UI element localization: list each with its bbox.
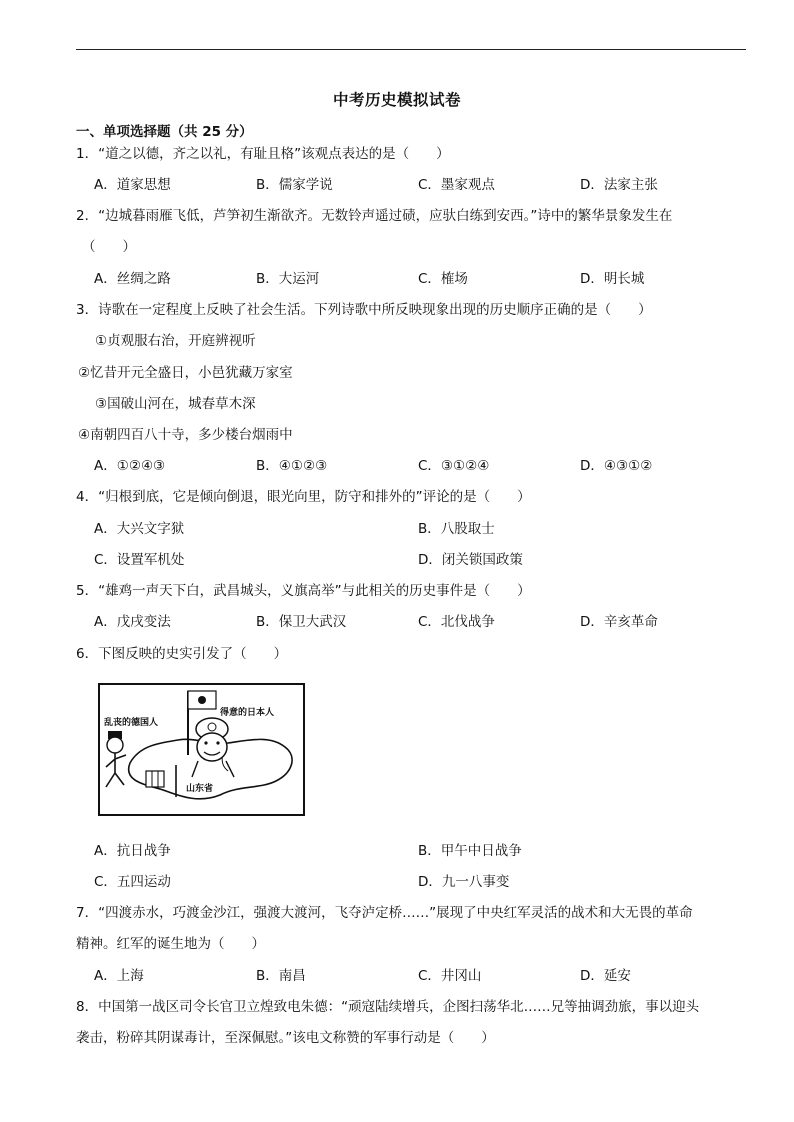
question-2-stem-cont: （ ）: [82, 239, 136, 255]
cartoon-label-shandong: 山东省: [186, 784, 214, 794]
q4-option-c[interactable]: C．设置军机处: [94, 552, 185, 568]
q5-option-d[interactable]: D．辛亥革命: [580, 614, 658, 630]
q3-option-b[interactable]: B．④①②③: [256, 458, 328, 474]
shandong-cartoon-image: [98, 683, 305, 816]
q7-option-a[interactable]: A．上海: [94, 968, 144, 984]
question-8-stem-cont: 袭击，粉碎其阴谋毒计，至深佩慰。”该电文称赞的军事行动是（ ）: [76, 1030, 495, 1046]
q1-option-c[interactable]: C．墨家观点: [418, 177, 495, 193]
q4-option-b[interactable]: B．八股取士: [418, 521, 495, 537]
question-1-stem: 1．“道之以德，齐之以礼，有耻且格”该观点表达的是（ ）: [76, 146, 450, 162]
question-7-stem: 7．“四渡赤水，巧渡金沙江，强渡大渡河，飞夺泸定桥……”展现了中央红军灵活的战术和大无畏的革命: [76, 905, 693, 921]
q1-option-b[interactable]: B．儒家学说: [256, 177, 333, 193]
q4-option-a[interactable]: A．大兴文字狱: [94, 521, 185, 537]
q7-option-b[interactable]: B．南昌: [256, 968, 306, 984]
question-8-stem: 8．中国第一战区司令长官卫立煌致电朱德：“顽寇陆续增兵，企图扫荡华北……兄等抽调劲旅，事以迎头: [76, 999, 700, 1015]
q3-item-1: ①贞观服右治，开庭辨视听: [95, 333, 256, 349]
header-rule: [76, 49, 746, 50]
question-6-stem: 6．下图反映的史实引发了（ ）: [76, 646, 288, 662]
q2-option-c[interactable]: C．榷场: [418, 271, 468, 287]
q6-option-b[interactable]: B．甲午中日战争: [418, 843, 522, 859]
q3-item-3: ③国破山河在，城春草木深: [95, 396, 256, 412]
q3-item-4: ④南朝四百八十寺，多少楼台烟雨中: [78, 427, 293, 443]
q3-option-c[interactable]: C．③①②④: [418, 458, 490, 474]
q6-option-d[interactable]: D．九一八事变: [418, 874, 510, 890]
q6-option-a[interactable]: A．抗日战争: [94, 843, 171, 859]
q1-option-a[interactable]: A．道家思想: [94, 177, 171, 193]
q2-option-b[interactable]: B．大运河: [256, 271, 320, 287]
q6-option-c[interactable]: C．五四运动: [94, 874, 171, 890]
q5-option-a[interactable]: A．戊戌变法: [94, 614, 171, 630]
section-heading: 一、单项选择题（共 25 分）: [76, 124, 253, 140]
question-7-stem-cont: 精神。红军的诞生地为（ ）: [76, 936, 265, 952]
q7-option-c[interactable]: C．井冈山: [418, 968, 482, 984]
cartoon-label-german: 乱丧的德国人: [104, 718, 159, 728]
question-2-stem: 2．“边城暮雨雁飞低，芦笋初生渐欲齐。无数铃声遥过碛，应驮白练到安西。”诗中的繁华景象发生在: [76, 208, 673, 224]
q1-option-d[interactable]: D．法家主张: [580, 177, 658, 193]
q2-option-a[interactable]: A．丝绸之路: [94, 271, 171, 287]
q4-option-d[interactable]: D．闭关锁国政策: [418, 552, 523, 568]
question-5-stem: 5．“雄鸡一声天下白，武昌城头，义旗高举”与此相关的历史事件是（ ）: [76, 583, 531, 599]
q5-option-c[interactable]: C．北伐战争: [418, 614, 495, 630]
q5-option-b[interactable]: B．保卫大武汉: [256, 614, 347, 630]
question-4-stem: 4．“归根到底，它是倾向倒退，眼光向里，防守和排外的”评论的是（ ）: [76, 489, 531, 505]
question-3-stem: 3．诗歌在一定程度上反映了社会生活。下列诗歌中所反映现象出现的历史顺序正确的是（ ）: [76, 302, 652, 318]
q7-option-d[interactable]: D．延安: [580, 968, 631, 984]
q3-option-a[interactable]: A．①②④③: [94, 458, 166, 474]
q2-option-d[interactable]: D．明长城: [580, 271, 645, 287]
cartoon-label-japanese: 得意的日本人: [220, 708, 275, 718]
q3-item-2: ②忆昔开元全盛日，小邑犹藏万家室: [78, 365, 293, 381]
page-title: 中考历史模拟试卷: [332, 91, 461, 109]
q3-option-d[interactable]: D．④③①②: [580, 458, 653, 474]
